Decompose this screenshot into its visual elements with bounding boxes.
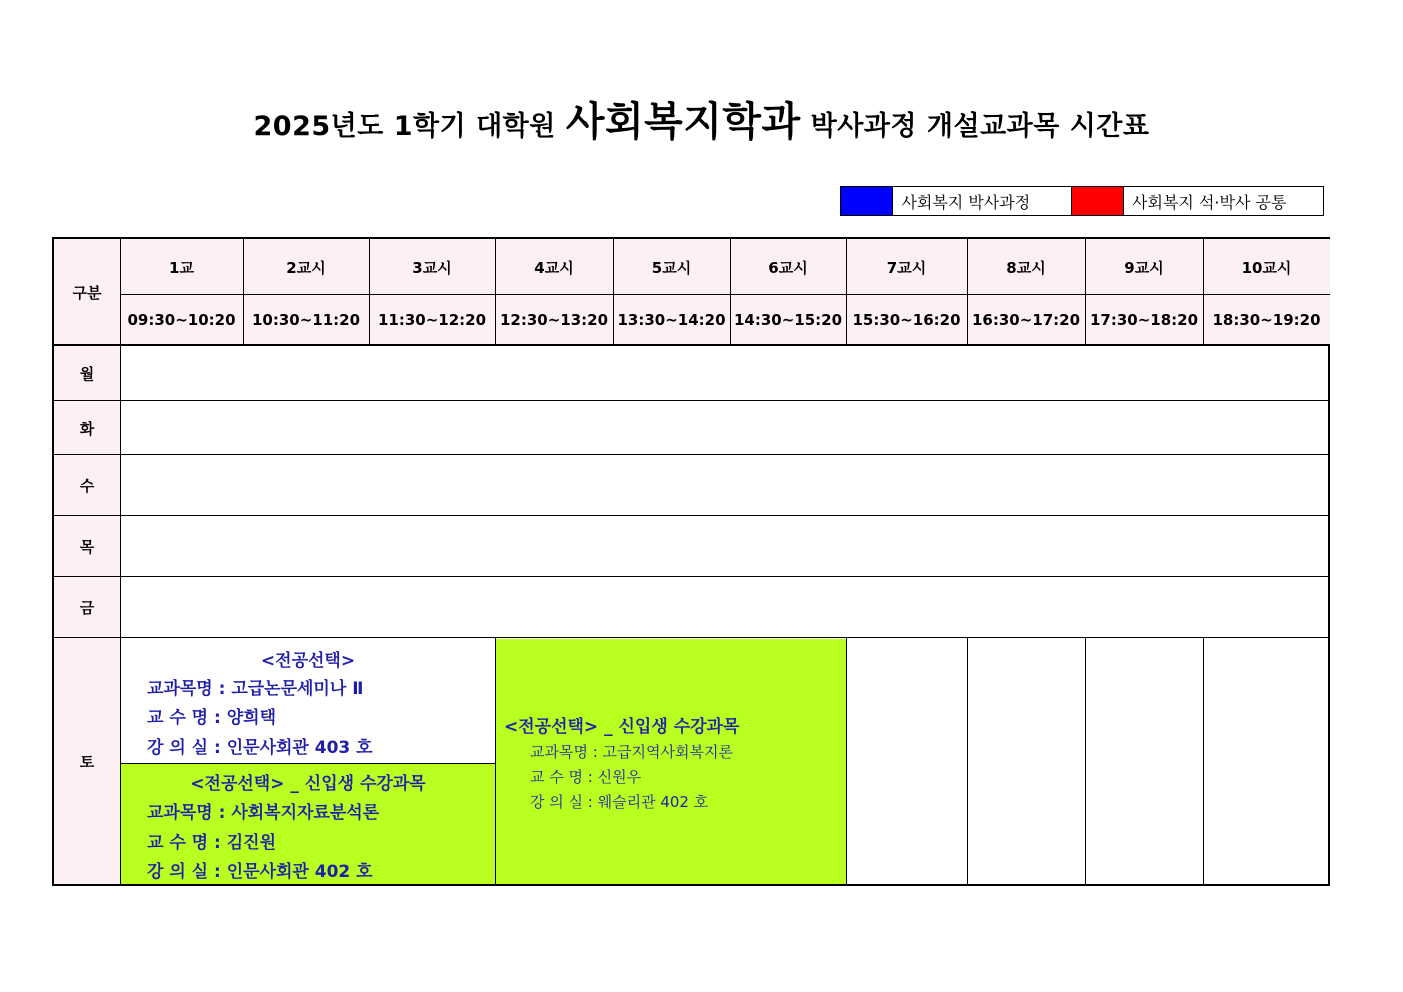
course-name: 교과목명 : 고급논문세미나 Ⅱ — [147, 679, 364, 699]
legend-swatch-common — [1071, 187, 1123, 215]
grid-line — [120, 294, 1330, 295]
legend-label-doctoral: 사회복지 박사과정 — [892, 187, 1070, 215]
period-label: 5교시 — [651, 258, 692, 277]
period-time: 12:30~13:20 — [499, 311, 609, 329]
grid-line — [613, 239, 614, 345]
period-time: 15:30~16:20 — [852, 311, 961, 329]
title-part-3: 박사과정 개설교과목 시간표 — [810, 111, 1150, 142]
grid-line — [369, 239, 370, 345]
period-time: 11:30~12:20 — [377, 311, 487, 329]
period-time: 09:30~10:20 — [127, 311, 236, 329]
course-room: 강 의 실 : 인문사회관 403 호 — [147, 738, 373, 758]
period-time: 10:30~11:20 — [251, 311, 361, 329]
timetable — [52, 237, 1330, 886]
period-time: 13:30~14:20 — [617, 311, 726, 329]
grid-line — [1203, 638, 1204, 884]
grid-line — [967, 239, 968, 345]
grid-line — [243, 239, 244, 345]
course-block-sat-a — [121, 638, 495, 763]
period-label: 1교 — [169, 258, 194, 277]
period-label: 7교시 — [886, 258, 927, 277]
course-category: <전공선택> _ 신입생 수강과목 — [504, 717, 740, 737]
day-label-thu: 목 — [79, 538, 95, 556]
course-name: 교과목명 : 사회복지자료분석론 — [147, 803, 380, 823]
grid-line — [846, 239, 847, 345]
day-label-wed: 수 — [79, 477, 95, 495]
period-label: 10교시 — [1241, 258, 1292, 277]
grid-line — [54, 400, 1330, 401]
course-name: 교과목명 : 고급지역사회복지론 — [530, 743, 733, 761]
grid-line — [54, 454, 1330, 455]
grid-line — [846, 638, 847, 884]
period-label: 2교시 — [286, 258, 326, 277]
day-label-mon: 월 — [79, 365, 95, 383]
period-label: 8교시 — [1006, 258, 1046, 277]
day-label-fri: 금 — [79, 599, 95, 617]
corner-label: 구분 — [72, 283, 102, 302]
course-room: 강 의 실 : 인문사회관 402 호 — [147, 862, 373, 882]
course-category: <전공선택> — [260, 651, 356, 671]
legend — [840, 186, 1324, 216]
course-room: 강 의 실 : 웨슬리관 402 호 — [530, 793, 709, 811]
period-label: 6교시 — [768, 258, 808, 277]
course-professor: 교 수 명 : 김진원 — [147, 833, 277, 853]
period-time: 14:30~15:20 — [733, 311, 843, 329]
grid-line — [54, 576, 1330, 577]
period-time: 18:30~19:20 — [1212, 311, 1321, 329]
legend-label-common: 사회복지 석·박사 공통 — [1123, 187, 1323, 215]
grid-line — [1085, 239, 1086, 345]
day-label-sat: 토 — [79, 752, 95, 771]
period-label: 9교시 — [1124, 258, 1164, 277]
title-part-1: 2025년도 1학기 대학원 — [253, 111, 556, 142]
grid-line — [54, 344, 1330, 346]
period-time: 17:30~18:20 — [1089, 311, 1199, 329]
grid-line — [1085, 638, 1086, 884]
grid-line — [1203, 239, 1204, 345]
period-label: 4교시 — [534, 258, 574, 277]
course-category: <전공선택> _ 신입생 수강과목 — [190, 774, 426, 794]
period-time: 16:30~17:20 — [971, 311, 1081, 329]
grid-line — [967, 638, 968, 884]
period-label: 3교시 — [412, 258, 452, 277]
grid-line — [730, 239, 731, 345]
grid-line — [495, 239, 496, 345]
course-block-sat-c — [496, 639, 846, 884]
title-department: 사회복지학과 — [565, 99, 801, 145]
course-block-sat-b — [121, 764, 495, 884]
course-professor: 교 수 명 : 신원우 — [530, 768, 642, 786]
day-label-tue: 화 — [79, 419, 95, 438]
page-title — [0, 92, 1403, 157]
grid-line — [54, 515, 1330, 516]
legend-swatch-doctoral — [841, 187, 892, 215]
course-professor: 교 수 명 : 양희택 — [147, 708, 277, 728]
